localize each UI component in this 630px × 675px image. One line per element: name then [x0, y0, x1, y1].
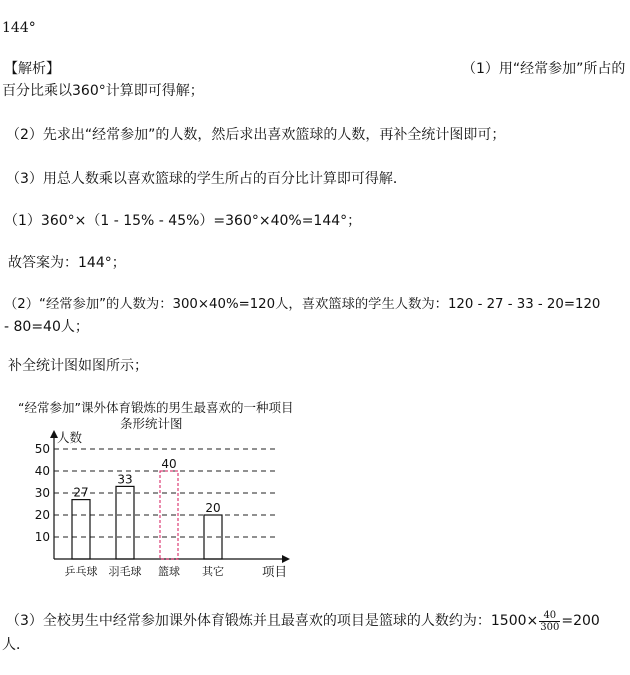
data-label: 40 [161, 457, 177, 471]
x-axis-arrow [282, 555, 290, 563]
solution-part-3 [6, 608, 600, 634]
analysis-point-1-cont: 百分比乘以360°计算即可得解； [2, 83, 204, 99]
fraction [539, 610, 560, 633]
top-answer: 144° [2, 20, 36, 36]
y-tick-label: 10 [34, 530, 50, 544]
y-tick-label: 30 [34, 486, 50, 500]
fraction-denominator: 300 [540, 621, 560, 633]
chart-title: “经常参加”课外体育锻炼的男生最喜欢的一种项目 [18, 400, 294, 415]
solution-part-3-text: （3）全校男生中经常参加课外体育锻炼并且最喜欢的项目是篮球的人数约为：1500× [6, 613, 539, 629]
bar-chart [10, 395, 340, 590]
solution-part-3-result: =200 [561, 613, 600, 629]
chart-subtitle: 条形统计图 [120, 416, 183, 431]
x-tick-label: 其它 [202, 565, 224, 578]
analysis-point-1-start: （1）用“经常参加”所占的 [462, 61, 626, 77]
x-tick-label: 羽毛球 [108, 565, 142, 578]
y-tick-label: 40 [34, 464, 50, 478]
x-tick-label: 乒乓球 [64, 565, 98, 578]
solution-part-3-line-2: 人． [2, 637, 30, 653]
bar-1 [72, 500, 90, 559]
y-axis-label: 人数 [57, 430, 83, 445]
y-tick-label: 20 [34, 508, 50, 522]
solution-part-1: （1）360°×（1 - 15% - 45%）=360°×40%=144°； [4, 213, 362, 229]
analysis-heading: 【解析】 [4, 61, 60, 77]
solution-part-2-line-1: （2）“经常参加”的人数为：300×40%=120人，喜欢篮球的学生人数为：120 - 27 - 33 - 20=120 [4, 297, 601, 312]
chart-note: 补全统计图如图所示； [8, 358, 148, 374]
data-label: 33 [117, 472, 133, 487]
bar-2 [116, 486, 134, 559]
x-axis-label: 项目 [262, 564, 288, 579]
x-tick-label: 篮球 [158, 565, 180, 578]
solution-part-2-line-2: - 80=40人； [4, 319, 89, 335]
y-tick-label: 50 [34, 442, 50, 456]
analysis-point-3: （3）用总人数乘以喜欢篮球的学生所占的百分比计算即可得解． [6, 171, 407, 187]
fraction-numerator: 40 [539, 610, 560, 622]
analysis-point-2: （2）先求出“经常参加”的人数，然后求出喜欢篮球的人数，再补全统计图即可； [6, 127, 506, 143]
data-label: 27 [73, 485, 89, 500]
solution-part-1-answer: 故答案为：144°； [8, 255, 126, 271]
data-label: 20 [205, 501, 221, 515]
